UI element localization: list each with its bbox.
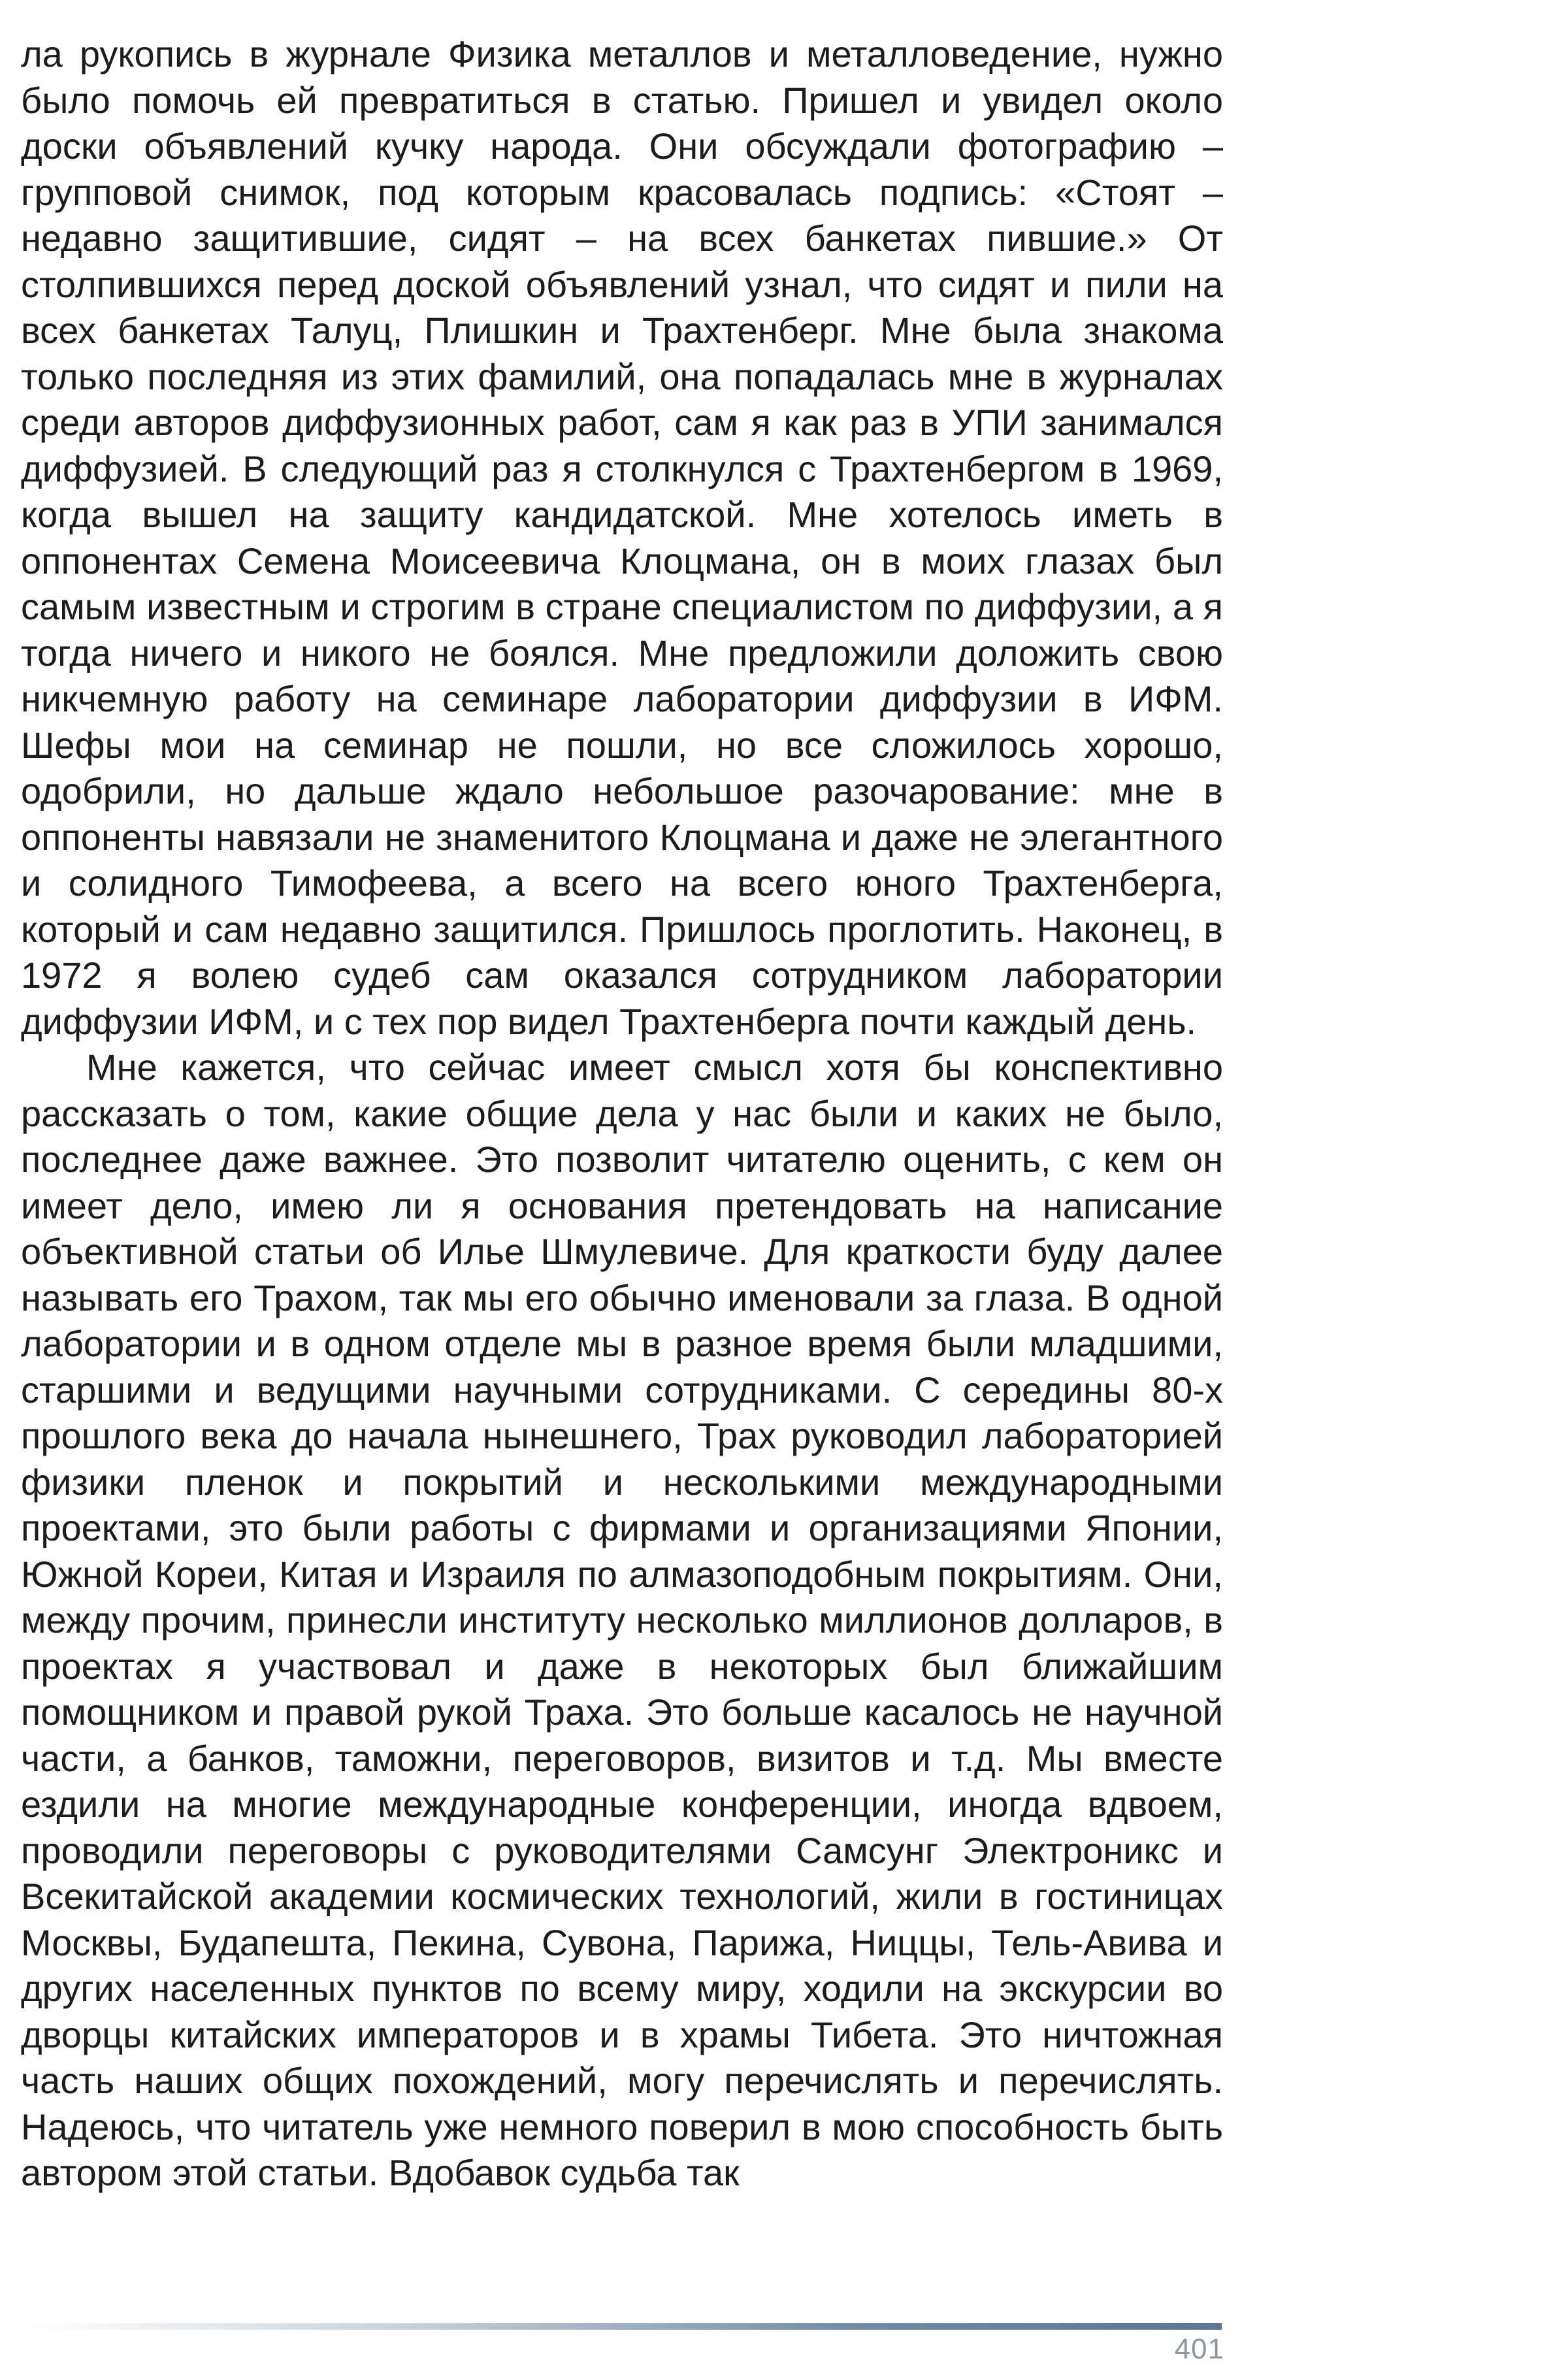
page-number: 401 <box>1174 2333 1224 2365</box>
paragraph-2: Мне кажется, что сейчас имеет смысл хотя бы конспективно рассказать о том, какие общие дела у нас были и каких не было, последнее даже важнее. Это позволит читателю оценить, с кем он имеет дело, имею ли я основания претендовать на написание объективной статьи об Илье Шмулевиче. Для краткости буду далее называть его Трахом, так мы его обычно именовали за глаза. В одной лаборатории и в одном отделе мы в разное время были младшими, старшими и ведущими научными сотрудниками. С середины 80-х прошлого века до начала нынешнего, Трах руководил лабораторией физики пленок и покрытий и несколькими международными проектами, это были работы с фирмами и организациями Японии, Южной Кореи, Китая и Израиля по алмазоподобным покрытиям. Они, между прочим, принесли институту несколько миллионов долларов, в проектах я участвовал и даже в некоторых был ближайшим помощником и правой рукой Траха. Это больше касалось не научной части, а банков, таможни, переговоров, визитов и т.д. Мы вместе ездили на многие международные конференции, иногда вдвоем, проводили переговоры с руководителями Самсунг Электроникс и Всекитайской академии космических технологий, жили в гостиницах Москвы, Будапешта, Пекина, Сувона, Парижа, Ниццы, Тель-Авива и других населенных пунктов по всему миру, ходили на экскурсии во дворцы китайских императоров и в храмы Тибета. Это ничтожная часть наших общих похождений, могу перечислять и перечислять. Надеюсь, что читатель уже немного поверил в мою способность быть автором этой статьи. Вдобавок судьба так <box>21 1047 1223 2193</box>
footer-divider <box>26 2323 1222 2330</box>
paragraph-1: ла рукопись в журнале Физика металлов и металловедение, нужно было помочь ей превратиться в статью. Пришел и увидел около доски объявлений кучку народа. Они обсуждали фотографию – групповой снимок, под которым красовалась подпись: «Стоят – недавно защитившие, сидят – на всех банкетах пившие.» От столпившихся перед доской объявлений узнал, что сидят и пили на всех банкетах Талуц, Плишкин и Трахтенберг. Мне была знакома только последняя из этих фамилий, она попадалась мне в журналах среди авторов диффузионных работ, сам я как раз в УПИ занимался диффузией. В следующий раз я столкнулся с Трахтенбергом в 1969, когда вышел на защиту кандидатской. Мне хотелось иметь в оппонентах Семена Моисеевича Клоцмана, он в моих глазах был самым известным и строгим в стране специалистом по диффузии, а я тогда ничего и никого не боялся. Мне предложили доложить свою никчемную работу на семинаре лаборатории диффузии в ИФМ. Шефы мои на семинар не пошли, но все сложилось хорошо, одобрили, но дальше ждало небольшое разочарование: мне в оппоненты навязали не знаменитого Клоцмана и даже не элегантного и солидного Тимофеева, а всего на всего юного Трахтенберга, который и сам недавно защитился. Пришлось проглотить. Наконец, в 1972 я волею судеб сам оказался сотрудником лаборатории диффузии ИФМ, и с тех пор видел Трахтенберга почти каждый день. <box>21 33 1223 1042</box>
body-text <box>21 31 1223 2196</box>
